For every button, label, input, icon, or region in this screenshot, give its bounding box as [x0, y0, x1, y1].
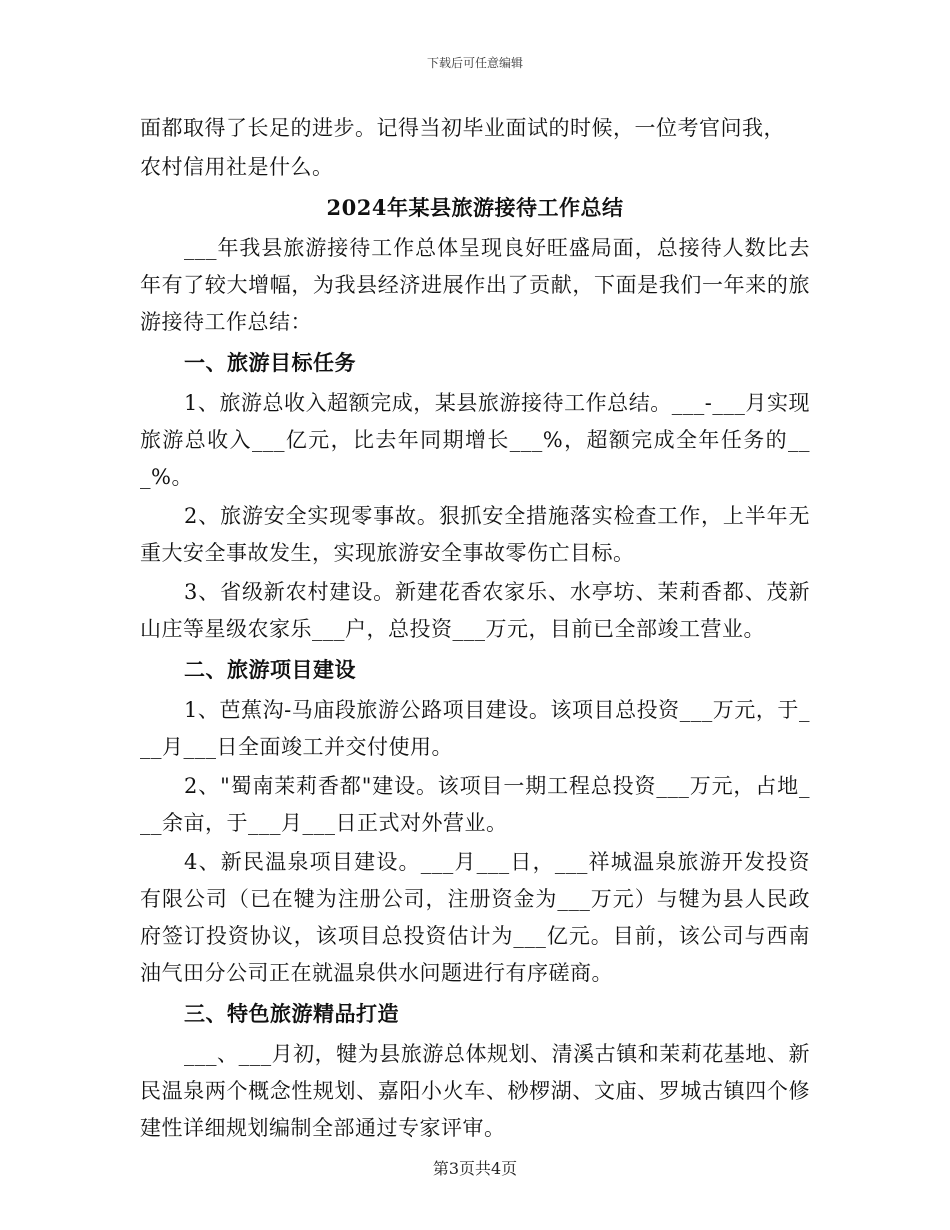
paragraph-revenue: 1、旅游总收入超额完成，某县旅游接待工作总结。___-___月实现旅游总收入___亿元，比去年同期增长___%，超额完成全年任务的___%。: [140, 391, 810, 489]
page-footer: 第3页共4页: [432, 1159, 518, 1178]
paragraph-planning: ___、___月初，犍为县旅游总体规划、清溪古镇和茉莉花基地、新民温泉两个概念性规划、嘉阳小火车、桫椤湖、文庙、罗城古镇四个修建性详细规划编制全部通过专家评审。: [140, 1042, 810, 1140]
intro-line-1: 面都取得了长足的进步。记得当初毕业面试的时候，一位考官问我，: [140, 116, 785, 140]
paragraph-road-project: 1、芭蕉沟-马庙段旅游公路项目建设。该项目总投资___万元，于___月___日全面竣工并交付使用。: [140, 698, 810, 759]
intro-line-2: 农村信用社是什么。: [140, 155, 334, 179]
page-header-note: 下载后可任意编辑: [426, 56, 523, 70]
paragraph-hot-spring-project: 4、新民温泉项目建设。___月___日，___祥城温泉旅游开发投资有限公司（已在犍为注册公司，注册资金为___万元）与犍为县人民政府签订投资协议，该项目总投资估计为___亿元。目前，该公司与西南油气田分公司正在就温泉供水问题进行有序磋商。: [140, 850, 810, 985]
document-body: [140, 110, 810, 1149]
section-heading-1: 一、旅游目标任务: [184, 350, 356, 375]
paragraph-safety: 2、旅游安全实现零事故。狠抓安全措施落实检查工作，上半年无重大安全事故发生，实现旅游安全事故零伤亡目标。: [140, 504, 810, 565]
paragraph-jasmine-project: 2、"蜀南茉莉香都"建设。该项目一期工程总投资___万元，占地___余亩，于___月___日正式对外营业。: [140, 774, 810, 835]
document-title: 2024年某县旅游接待工作总结: [326, 195, 624, 220]
paragraph-new-village: 3、省级新农村建设。新建花香农家乐、水亭坊、茉莉香都、茂新山庄等星级农家乐___户，总投资___万元，目前已全部竣工营业。: [140, 580, 810, 641]
section-heading-2: 二、旅游项目建设: [184, 657, 356, 682]
section-heading-3: 三、特色旅游精品打造: [184, 1001, 399, 1026]
paragraph-intro-summary: ___年我县旅游接待工作总体呈现良好旺盛局面，总接待人数比去年有了较大增幅，为我县经济进展作出了贡献，下面是我们一年来的旅游接待工作总结：: [140, 236, 810, 334]
